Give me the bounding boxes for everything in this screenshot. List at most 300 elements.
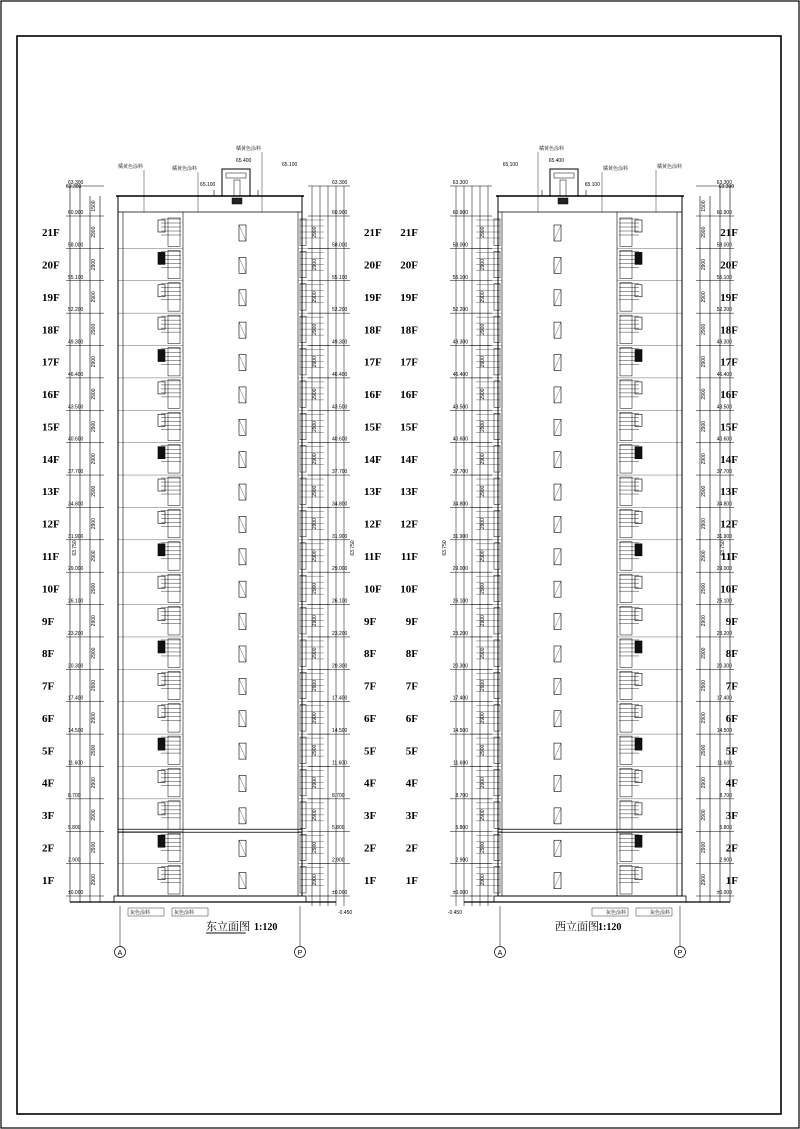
level-label: 55.100 (452, 274, 468, 281)
elevation-scale: 1:120 (598, 922, 622, 933)
right-window (494, 834, 500, 860)
window-diag (554, 581, 561, 597)
storey-dim: 2900 (480, 582, 486, 594)
right-window (300, 543, 306, 569)
balcony-frame (620, 607, 632, 635)
level-label: 52.200 (716, 307, 732, 314)
floor-label: 1F (364, 874, 377, 887)
right-window (300, 284, 306, 310)
balcony-frame (168, 412, 180, 440)
floor-label: 13F (400, 486, 418, 499)
roof-level: 65.100 (584, 182, 600, 188)
level-label: 20.300 (332, 663, 348, 670)
right-window (300, 737, 306, 763)
level-label: 31.900 (68, 533, 84, 540)
right-window (300, 608, 306, 634)
storey-dim: 2900 (91, 744, 97, 756)
floor-label: 8F (364, 648, 377, 661)
window-diag (239, 387, 246, 403)
level-label: 5.800 (455, 825, 468, 832)
total-height: 63.750 (350, 540, 356, 556)
floor-label: 16F (400, 389, 418, 402)
balcony-window (158, 544, 165, 556)
level-label: 55.100 (716, 274, 732, 281)
floor-label: 21F (364, 227, 382, 240)
floor-label: 12F (42, 518, 60, 531)
level-label: 5.800 (719, 825, 732, 832)
floor-label: 17F (364, 356, 382, 369)
balcony-window (635, 479, 642, 491)
storey-dim: 2900 (91, 291, 97, 303)
storey-dim: 2900 (312, 582, 318, 594)
balcony-frame (620, 671, 632, 699)
roof-level: 65.100 (502, 162, 518, 168)
right-window (300, 316, 306, 342)
level-label: 37.700 (68, 469, 84, 476)
level-label: 34.800 (68, 501, 84, 508)
right-window (494, 446, 500, 472)
storey-dim: 2900 (91, 323, 97, 335)
level-label: 49.300 (716, 339, 732, 346)
level-label: 5.800 (332, 825, 345, 832)
floor-label: 13F (364, 486, 382, 499)
storey-dim: 2900 (480, 485, 486, 497)
level-label: 14.500 (452, 728, 468, 735)
level-label: 52.200 (452, 307, 468, 314)
right-window (300, 381, 306, 407)
elevation-scale: 1:120 (254, 922, 278, 933)
right-window (494, 381, 500, 407)
balcony-window (158, 803, 165, 815)
level-label: 11.600 (453, 760, 468, 767)
window-diag (554, 775, 561, 791)
window-diag (239, 646, 246, 662)
floor-label: 16F (364, 389, 382, 402)
level-label: 31.900 (716, 533, 732, 540)
window-diag (239, 225, 246, 241)
level-label: 23.200 (68, 630, 84, 637)
floor-label: 20F (400, 259, 418, 272)
floor-label: 5F (42, 745, 55, 758)
level-label: 8.700 (68, 792, 81, 799)
storey-dim: 2900 (312, 679, 318, 692)
floor-label: 9F (725, 615, 738, 628)
window-diag (239, 614, 246, 630)
balcony-frame (620, 866, 632, 894)
building-outline (118, 196, 302, 896)
window-diag (554, 808, 561, 824)
storey-dim: 2900 (480, 226, 486, 238)
floor-label: 16F (720, 389, 738, 402)
balcony-frame (168, 866, 180, 894)
balcony-frame (620, 542, 632, 570)
floor-label: 20F (42, 259, 60, 272)
elevation-title: 东立面图 (206, 921, 250, 933)
floor-label: 4F (364, 777, 377, 790)
floor-label: 1F (42, 874, 55, 887)
balcony-frame (620, 833, 632, 861)
floor-label: 19F (400, 291, 418, 304)
window-diag (239, 290, 246, 306)
window-diag (554, 678, 561, 694)
balcony-window (635, 673, 642, 685)
floor-label: 2F (725, 842, 738, 855)
balcony-frame (168, 704, 180, 732)
level-label: 63.300 (716, 180, 732, 186)
floor-label: 4F (42, 777, 55, 790)
balcony-window (635, 706, 642, 718)
floor-label: 6F (725, 712, 738, 725)
right-window (494, 349, 500, 375)
axis-label: A (117, 950, 123, 957)
level-label: 43.500 (452, 404, 468, 411)
balcony-window (158, 350, 165, 362)
floor-label: 19F (364, 291, 382, 304)
floor-label: 15F (42, 421, 60, 434)
level-label: 34.800 (716, 501, 732, 508)
level-label: 43.500 (332, 404, 348, 411)
base-note: 灰色涂料 (605, 910, 626, 916)
storey-dim: 2900 (480, 777, 486, 789)
floor-label: 3F (42, 810, 55, 823)
window-diag (554, 322, 561, 338)
storey-dim: 2900 (312, 712, 318, 724)
balcony-window (158, 382, 165, 394)
level-label: 14.500 (68, 728, 84, 735)
floor-label: 19F (720, 291, 738, 304)
level-label: 17.400 (68, 695, 84, 702)
level-label: 26.100 (68, 598, 84, 605)
floor-label: 18F (364, 324, 382, 337)
storey-dim: 2900 (701, 388, 707, 400)
floor-label: 4F (405, 777, 418, 790)
level-label: 29.000 (452, 566, 468, 573)
floor-label: 12F (364, 518, 382, 531)
balcony-window (158, 447, 165, 459)
floor-label: 11F (42, 551, 60, 563)
right-window (300, 510, 306, 536)
level-label: 55.100 (68, 274, 84, 281)
storey-dim: 2900 (480, 615, 486, 627)
storey-dim: 2900 (91, 712, 97, 724)
level-label: 63.300 (332, 180, 348, 186)
floor-label: 3F (364, 810, 377, 823)
floor-label: 19F (42, 291, 60, 304)
storey-dim: 2900 (701, 615, 707, 627)
level-label: 60.900 (68, 210, 84, 216)
floor-label: 2F (364, 842, 377, 855)
level-label: 23.200 (332, 630, 348, 637)
level-label: 46.400 (716, 371, 732, 378)
right-window (300, 446, 306, 472)
storey-dim: 2900 (312, 615, 318, 627)
storey-dim: 2900 (91, 420, 97, 433)
balcony-window (158, 673, 165, 685)
storey-dim: 2900 (91, 518, 97, 530)
storey-dim: 2900 (701, 453, 707, 465)
storey-dim: 2900 (480, 647, 486, 659)
level-label: 26.100 (716, 598, 732, 605)
balcony-window (158, 414, 165, 426)
roof-note: 橘黄色涂料 (172, 166, 198, 172)
floor-label: 7F (364, 680, 377, 693)
right-window (494, 316, 500, 342)
floor-label: 3F (405, 810, 418, 823)
right-window (300, 219, 306, 245)
level-label: 20.300 (68, 663, 84, 670)
level-label: 58.000 (452, 242, 468, 249)
level-label: 63.300 (452, 180, 468, 186)
floor-label: 17F (720, 356, 738, 369)
balcony-window (635, 803, 642, 815)
floor-label: 8F (405, 648, 418, 661)
window-diag (239, 840, 246, 856)
window-diag (239, 355, 246, 371)
storey-dim: 2900 (312, 356, 318, 368)
total-height: 63.750 (72, 540, 78, 556)
elevation-title: 西立面图 (555, 921, 599, 933)
storey-dim: 2900 (701, 647, 707, 659)
tower-vent (554, 173, 574, 178)
balcony-window (635, 220, 642, 232)
window-diag (239, 257, 246, 273)
floor-label: 8F (725, 648, 738, 661)
storey-dim: 2900 (312, 550, 318, 562)
level-label: 46.400 (332, 371, 348, 378)
storey-dim: 2900 (312, 777, 318, 789)
balcony-frame (620, 704, 632, 732)
balcony-frame (168, 607, 180, 635)
balcony-frame (620, 250, 632, 278)
roof-note: 橘黄色涂料 (236, 146, 262, 152)
roof-hatch (232, 198, 242, 204)
floor-label: 6F (42, 712, 55, 725)
storey-dim: 2900 (91, 259, 97, 271)
storey-dim: 2900 (701, 259, 707, 271)
level-label: 31.900 (332, 533, 348, 540)
floor-label: 7F (42, 680, 55, 693)
level-label: 11.600 (332, 760, 347, 767)
floor-label: 21F (400, 227, 418, 240)
floor-label: 12F (400, 518, 418, 531)
balcony-frame (620, 218, 632, 246)
floor-label: 1F (405, 874, 418, 887)
window-diag (554, 419, 561, 435)
floor-label: 9F (42, 615, 55, 628)
storey-dim: 2900 (312, 841, 318, 853)
balcony-frame (168, 250, 180, 278)
level-label: 40.600 (716, 436, 732, 443)
balcony-window (635, 609, 642, 621)
tower-door (234, 180, 240, 196)
balcony-frame (168, 283, 180, 311)
floor-label: 17F (42, 356, 60, 369)
level-label: 37.700 (452, 469, 468, 476)
level-label: 5.800 (68, 825, 81, 832)
right-window (300, 413, 306, 439)
level-label: 8.700 (455, 792, 468, 799)
floor-label: 9F (405, 615, 418, 628)
right-window (494, 640, 500, 666)
level-label: 63.300 (68, 180, 84, 186)
level-label: 60.900 (332, 210, 348, 216)
floor-label: 15F (400, 421, 418, 434)
level-label: 34.800 (452, 501, 468, 508)
right-window (300, 349, 306, 375)
level-label: 37.700 (332, 469, 348, 476)
storey-dim: 2900 (91, 356, 97, 368)
floor-label: 6F (364, 712, 377, 725)
level-label: 29.000 (332, 566, 348, 573)
floor-label: 5F (405, 745, 418, 758)
level-label: 46.400 (452, 371, 468, 378)
storey-dim: 2900 (91, 809, 97, 821)
right-window (300, 672, 306, 698)
balcony-window (158, 317, 165, 329)
right-window (300, 705, 306, 731)
window-diag (239, 484, 246, 500)
right-window (300, 867, 306, 893)
floor-label: 11F (400, 551, 418, 563)
window-diag (239, 711, 246, 727)
balcony-window (635, 641, 642, 653)
level-label: 26.100 (452, 598, 468, 605)
window-diag (239, 808, 246, 824)
floor-label: 14F (400, 453, 418, 466)
balcony-frame (168, 218, 180, 246)
building-outline (498, 196, 682, 896)
balcony-window (158, 738, 165, 750)
right-window (494, 608, 500, 634)
balcony-frame (168, 574, 180, 602)
outer-frame (1, 1, 799, 1128)
window-diag (239, 549, 246, 565)
roof-level: 65.400 (236, 158, 252, 164)
balcony-frame (620, 574, 632, 602)
parapet-dim: 1500 (701, 200, 707, 212)
storey-dim: 2900 (701, 356, 707, 368)
window-diag (554, 646, 561, 662)
balcony-frame (168, 768, 180, 796)
storey-dim: 2900 (91, 582, 97, 594)
storey-dim: 2900 (480, 323, 486, 335)
balcony-frame (168, 315, 180, 343)
west-elevation (206, 145, 738, 958)
right-window (300, 478, 306, 504)
level-label: 2.900 (332, 857, 345, 864)
storey-dim: 2900 (701, 712, 707, 724)
level-label: 17.400 (452, 695, 468, 702)
storey-dim: 2900 (480, 259, 486, 271)
storey-dim: 2900 (480, 356, 486, 368)
axis-label: P (677, 950, 683, 957)
balcony-window (635, 511, 642, 523)
floor-label: 16F (42, 389, 60, 402)
level-label: 60.900 (716, 210, 732, 216)
balcony-window (635, 835, 642, 847)
storey-dim: 2900 (701, 744, 707, 756)
base-note: 灰色涂料 (174, 910, 195, 916)
storey-dim: 2900 (91, 777, 97, 789)
level-label: 55.100 (332, 274, 348, 281)
level-label: 46.400 (68, 371, 84, 378)
balcony-frame (168, 801, 180, 829)
inner-frame (17, 36, 781, 1114)
storey-dim: 2900 (480, 744, 486, 756)
level-label: 17.400 (332, 695, 348, 702)
level-label: 11.600 (717, 760, 732, 767)
window-diag (239, 581, 246, 597)
floor-label: 10F (720, 583, 738, 596)
balcony-window (635, 738, 642, 750)
window-diag (554, 873, 561, 889)
floor-label: 18F (42, 324, 60, 337)
level-label: 49.300 (452, 339, 468, 346)
right-window (494, 478, 500, 504)
floor-label: 15F (720, 421, 738, 434)
storey-dim: 2900 (91, 874, 97, 886)
floor-label: 14F (720, 453, 738, 466)
right-window (494, 413, 500, 439)
level-label: 11.600 (68, 760, 83, 767)
storey-dim: 2900 (480, 841, 486, 853)
right-window (300, 575, 306, 601)
right-window (300, 769, 306, 795)
floor-label: 8F (42, 648, 55, 661)
storey-dim: 2900 (480, 291, 486, 303)
window-diag (554, 290, 561, 306)
storey-dim: 2900 (91, 485, 97, 497)
storey-dim: 2900 (701, 809, 707, 821)
right-window (494, 802, 500, 828)
storey-dim: 2900 (701, 874, 707, 886)
level-label: 2.900 (719, 857, 732, 864)
balcony-window (158, 641, 165, 653)
ground-level: -0.450 (338, 910, 353, 916)
level-label: 29.000 (68, 566, 84, 573)
floor-band (118, 829, 302, 832)
roof-level: 63.300 (718, 184, 734, 190)
balcony-window (635, 317, 642, 329)
level-label: 31.900 (452, 533, 468, 540)
base-note: 灰色涂料 (649, 910, 670, 916)
level-label: 14.500 (716, 728, 732, 735)
balcony-window (158, 706, 165, 718)
floor-label: 11F (364, 551, 382, 563)
right-window (494, 510, 500, 536)
balcony-frame (620, 283, 632, 311)
right-window (494, 672, 500, 698)
level-label: 8.700 (332, 792, 345, 799)
total-height: 63.750 (720, 540, 726, 556)
roof-note: 橘黄色涂料 (118, 164, 144, 170)
balcony-frame (168, 833, 180, 861)
balcony-window (158, 220, 165, 232)
balcony-window (635, 447, 642, 459)
level-label: ±0.000 (68, 890, 84, 896)
balcony-frame (620, 801, 632, 829)
floor-label: 21F (42, 227, 60, 240)
floor-label: 6F (405, 712, 418, 725)
balcony-window (158, 835, 165, 847)
storey-dim: 2900 (312, 323, 318, 335)
level-label: 40.600 (68, 436, 84, 443)
right-window (494, 867, 500, 893)
storey-dim: 2900 (312, 453, 318, 465)
balcony-window (635, 544, 642, 556)
balcony-frame (620, 315, 632, 343)
window-diag (239, 678, 246, 694)
